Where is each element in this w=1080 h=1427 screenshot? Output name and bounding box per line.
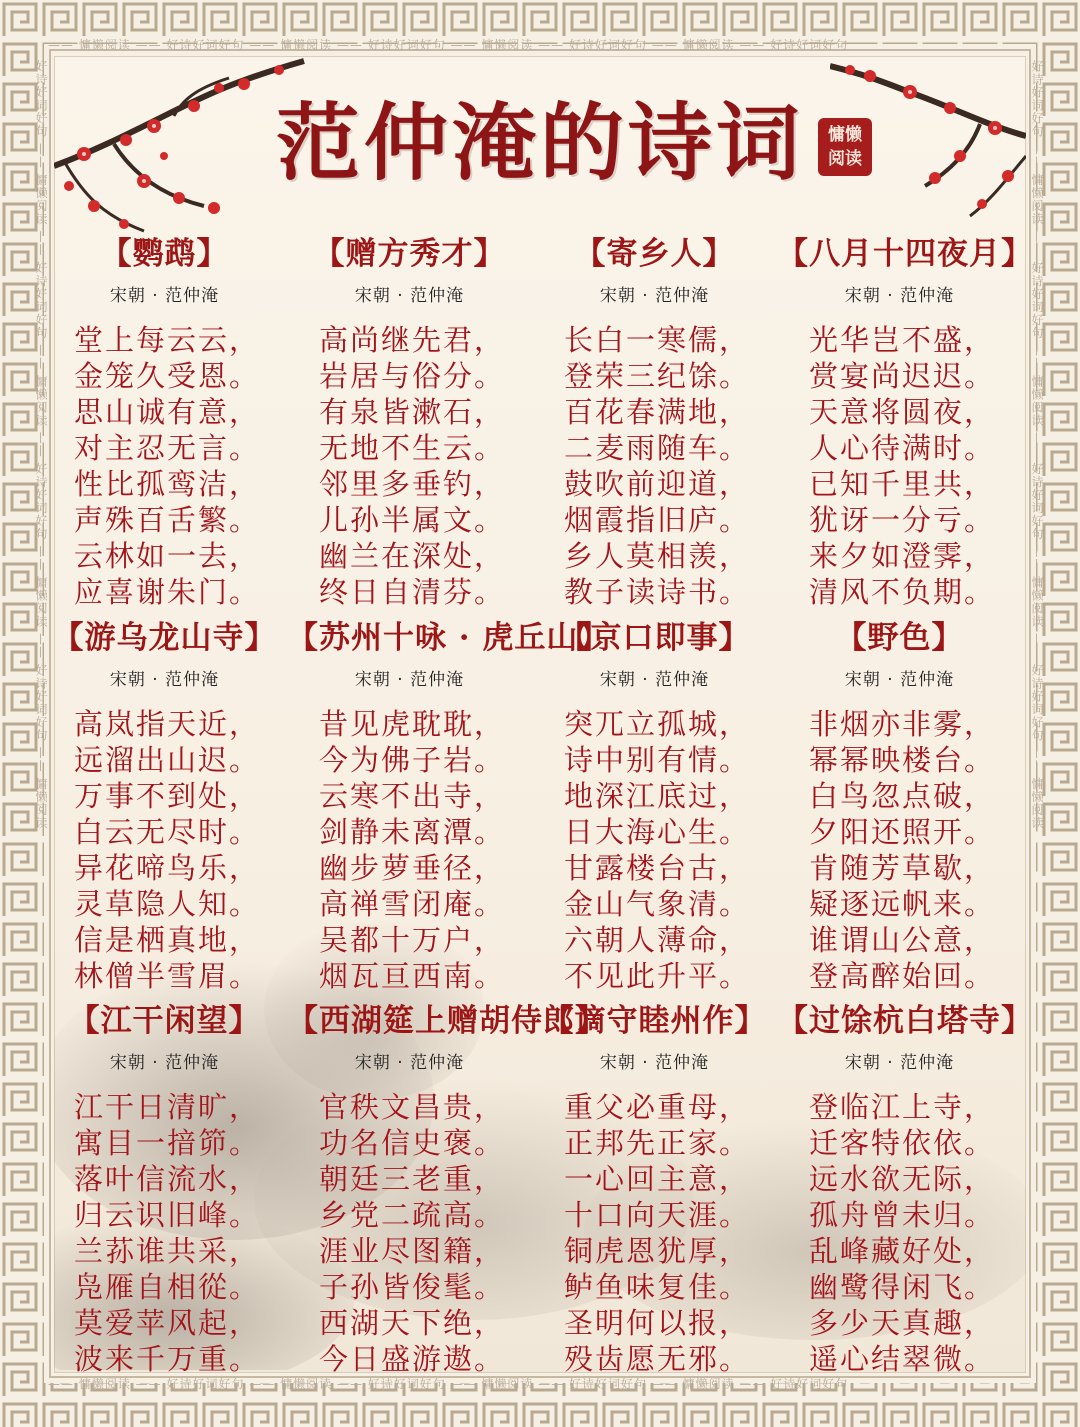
poem-line: 灵草隐人知。: [74, 887, 261, 921]
poem-block: [287, 228, 532, 610]
poem-lines: [42, 322, 287, 610]
poem-line: 归云识旧峰。: [74, 1198, 261, 1232]
poem-line: 诗中别有情。: [564, 743, 751, 777]
poem-line: 白鸟忽点破，: [809, 779, 996, 813]
poem-line: 殁齿愿无邪。: [564, 1342, 751, 1376]
poem-lines: [532, 706, 777, 994]
poem-line: 地深江底过，: [564, 779, 751, 813]
seal-line-1: 慵懒: [828, 125, 862, 145]
poem-title: 【过馀杭白塔寺】: [777, 1003, 1033, 1039]
poem-lines: [287, 706, 532, 994]
poem-author: 宋朝 · 范仲淹: [354, 1053, 465, 1073]
page-title: 范仲淹的诗词: [275, 93, 804, 192]
poem-line: 二麦雨随车。: [564, 431, 751, 465]
poem-line: 来夕如澄霁，: [809, 539, 996, 573]
poem-line: 光华岂不盛，: [809, 323, 996, 357]
poem-block: [532, 228, 777, 610]
poem-line: 长白一寒儒，: [564, 323, 751, 357]
poem-line: 教子读诗书。: [564, 575, 751, 609]
poem-lines: [42, 1089, 287, 1377]
poem-block: [532, 612, 777, 994]
poem-line: 远溜出山迟。: [74, 743, 261, 777]
poem-lines: [287, 1089, 532, 1377]
poem-author: 宋朝 · 范仲淹: [599, 286, 710, 306]
poem-author: 宋朝 · 范仲淹: [844, 670, 955, 690]
poem-line: 百花春满地，: [564, 395, 751, 429]
poem-lines: [287, 322, 532, 610]
poem-block: [42, 228, 287, 610]
poem-line: 今日盛游遨。: [319, 1342, 506, 1376]
poem-line: 西湖天下绝，: [319, 1306, 506, 1340]
poem-line: 金笼久受恩。: [74, 359, 261, 393]
poem-line: 遥心结翠微。: [809, 1342, 996, 1376]
poem-block: [287, 995, 607, 1377]
poem-line: 登临江上寺，: [809, 1090, 996, 1124]
poem-line: 兰荪谁共采，: [74, 1234, 261, 1268]
poem-line: 高尚继先君，: [319, 323, 506, 357]
poem-line: 对主忍无言。: [74, 431, 261, 465]
poem-line: 铜虎恩犹厚，: [564, 1234, 751, 1268]
poem-line: 鲈鱼味复佳。: [564, 1270, 751, 1304]
poem-line: 甘露楼台古，: [564, 851, 751, 885]
poem-line: 烟霞指旧庐。: [564, 503, 751, 537]
poem-line: 凫雁自相從。: [74, 1270, 261, 1304]
poem-title: 【鹦鹉】: [100, 236, 229, 272]
poem-line: 人心待满时。: [809, 431, 996, 465]
poem-line: 日大海心生。: [564, 815, 751, 849]
poem-lines: [42, 706, 287, 994]
poem-line: 夕阳还照开。: [809, 815, 996, 849]
poem-line: 涯业尽图籍，: [319, 1234, 506, 1268]
poem-author: 宋朝 · 范仲淹: [599, 670, 710, 690]
poem-line: 今为佛子岩。: [319, 743, 506, 777]
poem-line: 赏宴尚迟迟。: [809, 359, 996, 393]
poem-line: 已知千里共，: [809, 467, 996, 501]
poem-line: 思山诚有意，: [74, 395, 261, 429]
poem-line: 十口向天涯。: [564, 1198, 751, 1232]
watermark-bottom: —— 慵懒阅读 —— 好诗好词好句 —— 慵懒阅读 —— 好诗好词好句 —— 慵懒阅读 —— 好诗好词好句 —— 慵懒阅读 —— 好诗好词好句: [48, 1377, 849, 1391]
poem-line: 登高醉始回。: [809, 959, 996, 993]
poem-line: 朝廷三老重，: [319, 1162, 506, 1196]
poem-line: 声殊百舌繁。: [74, 503, 261, 537]
poem-line: 官秩文昌贵，: [319, 1090, 506, 1124]
poem-author: 宋朝 · 范仲淹: [844, 286, 955, 306]
poem-line: 一心回主意，: [564, 1162, 751, 1196]
poem-author: 宋朝 · 范仲淹: [109, 1053, 220, 1073]
poem-title: 【江干闲望】: [68, 1003, 261, 1039]
poem-line: 重父必重母，: [564, 1090, 751, 1124]
poem-line: 高岚指天近，: [74, 707, 261, 741]
poem-line: 剑静未离潭。: [319, 815, 506, 849]
poem-line: 正邦先正家。: [564, 1126, 751, 1160]
poem-line: 儿孙半属文。: [319, 503, 506, 537]
poem-line: 不见此升平。: [564, 959, 751, 993]
poem-lines: [777, 706, 1022, 994]
poem-line: 邻里多垂钓，: [319, 467, 506, 501]
poem-line: 鼓吹前迎道，: [564, 467, 751, 501]
poem-line: 清风不负期。: [809, 575, 996, 609]
watermark-top: —— 慵懒阅读 —— 好诗好词好句 —— 慵懒阅读 —— 好诗好词好句 —— 慵懒阅读 —— 好诗好词好句 —— 慵懒阅读 —— 好诗好词好句: [48, 38, 849, 52]
poem-author: 宋朝 · 范仲淹: [109, 670, 220, 690]
poem-line: 莫爱苹风起，: [74, 1306, 261, 1340]
poem-block: [777, 995, 1033, 1377]
poem-line: 犹讶一分亏。: [809, 503, 996, 537]
poem-title: 【西湖筵上赠胡侍郎】: [287, 1003, 607, 1039]
seal-stamp: [818, 118, 872, 176]
poem-line: 功名信史褒。: [319, 1126, 506, 1160]
poem-lines: [532, 1089, 777, 1377]
poem-line: 寓目一揞笷。: [74, 1126, 261, 1160]
poem-line: 多少天真趣，: [809, 1306, 996, 1340]
poem-line: 云寒不出寺，: [319, 779, 506, 813]
poem-line: 谁谓山公意，: [809, 923, 996, 957]
poem-block: [287, 612, 611, 994]
poem-line: 江干日清旷，: [74, 1090, 261, 1124]
poem-line: 林僧半雪眉。: [74, 959, 261, 993]
poem-line: 烟瓦亘西南。: [319, 959, 506, 993]
poem-line: 有泉皆漱石，: [319, 395, 506, 429]
poem-title: 【游乌龙山寺】: [52, 620, 277, 656]
watermark-right: 好诗好词好句 —— 慵懒阅读 —— 好诗好词好句 —— 慵懒阅读 —— 好诗好词好句 —— 慵懒阅读 —— 好诗好词好句 —— 慵懒阅读: [1030, 60, 1044, 830]
poem-block: [42, 612, 287, 994]
poem-line: 白云无尽时。: [74, 815, 261, 849]
poem-title: 【京口即事】: [558, 620, 751, 656]
poem-title: 【寄乡人】: [574, 236, 735, 272]
poem-line: 幽鹭得闲飞。: [809, 1270, 996, 1304]
poem-line: 登荣三纪馀。: [564, 359, 751, 393]
poem-line: 圣明何以报，: [564, 1306, 751, 1340]
poem-line: 无地不生云。: [319, 431, 506, 465]
poem-line: 非烟亦非雾，: [809, 707, 996, 741]
poem-line: 岩居与俗分。: [319, 359, 506, 393]
watermark-left: 好诗好词好句 —— 慵懒阅读 —— 好诗好词好句 —— 慵懒阅读 —— 好诗好词好句 —— 慵懒阅读 —— 好诗好词好句 —— 慵懒阅读: [34, 60, 48, 830]
poem-line: 天意将圆夜，: [809, 395, 996, 429]
poem-line: 性比孤鸾洁，: [74, 467, 261, 501]
seal-line-2: 阅读: [828, 149, 862, 169]
poem-title: 【八月十四夜月】: [777, 236, 1033, 272]
poem-author: 宋朝 · 范仲淹: [844, 1053, 955, 1073]
poem-line: 落叶信流水，: [74, 1162, 261, 1196]
poem-line: 六朝人薄命，: [564, 923, 751, 957]
poem-title: 【苏州十咏 · 虎丘山】: [287, 620, 611, 656]
poem-line: 迁客特依依。: [809, 1126, 996, 1160]
poem-block: [42, 995, 287, 1377]
poem-line: 疑逐远帆来。: [809, 887, 996, 921]
poem-title: 【野色】: [835, 620, 964, 656]
poem-line: 异花啼鸟乐，: [74, 851, 261, 885]
poem-line: 孤舟曾未归。: [809, 1198, 996, 1232]
poem-block: [532, 995, 777, 1377]
poem-line: 云林如一去，: [74, 539, 261, 573]
poem-line: 乡人莫相羡，: [564, 539, 751, 573]
poem-line: 突兀立孤城，: [564, 707, 751, 741]
poem-lines: [777, 322, 1022, 610]
poem-author: 宋朝 · 范仲淹: [599, 1053, 710, 1073]
poem-line: 高禅雪闭庵。: [319, 887, 506, 921]
poem-line: 乡党二疏高。: [319, 1198, 506, 1232]
poem-author: 宋朝 · 范仲淹: [354, 286, 465, 306]
poem-line: 昔见虎耽耽，: [319, 707, 506, 741]
poem-line: 应喜谢朱门。: [74, 575, 261, 609]
poem-line: 幂幂映楼台。: [809, 743, 996, 777]
poem-title: 【谪守睦州作】: [542, 1003, 767, 1039]
poem-line: 吴都十万户，: [319, 923, 506, 957]
poem-line: 幽兰在深处，: [319, 539, 506, 573]
poem-line: 终日自清芬。: [319, 575, 506, 609]
poem-title: 【赠方秀才】: [313, 236, 506, 272]
poem-line: 堂上每云云，: [74, 323, 261, 357]
poem-line: 幽步萝垂径，: [319, 851, 506, 885]
poem-line: 万事不到处，: [74, 779, 261, 813]
poem-lines: [532, 322, 777, 610]
poem-line: 信是栖真地，: [74, 923, 261, 957]
poem-block: [777, 228, 1033, 610]
poem-author: 宋朝 · 范仲淹: [109, 286, 220, 306]
poem-lines: [777, 1089, 1022, 1377]
poem-author: 宋朝 · 范仲淹: [354, 670, 465, 690]
poem-line: 子孙皆俊髦。: [319, 1270, 506, 1304]
poem-line: 远水欲无际，: [809, 1162, 996, 1196]
poem-line: 乱峰藏好处，: [809, 1234, 996, 1268]
poem-block: [777, 612, 1022, 994]
poem-line: 波来千万重。: [74, 1342, 261, 1376]
poem-line: 金山气象清。: [564, 887, 751, 921]
poem-line: 肯随芳草歇，: [809, 851, 996, 885]
